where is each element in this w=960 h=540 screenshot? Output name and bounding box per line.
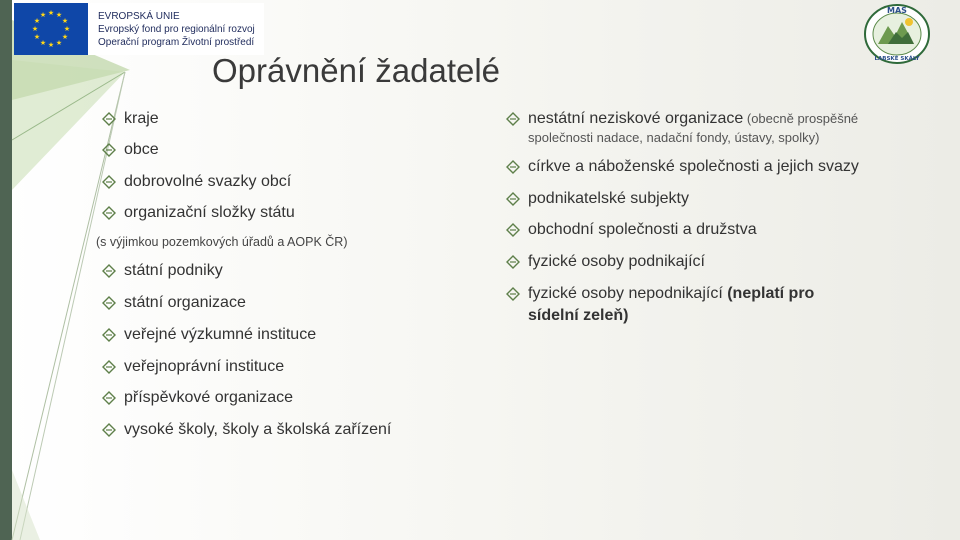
diamond-outline-icon [102, 296, 116, 310]
list-item-text: obce [124, 141, 159, 158]
item-main-text: fyzické osoby nepodnikající [528, 285, 728, 302]
eu-line-1: EVROPSKÁ UNIE [98, 10, 180, 22]
diamond-outline-icon [506, 287, 520, 301]
item-bold-text-line2: sídelní zeleň) [528, 307, 629, 324]
svg-text:★: ★ [63, 25, 71, 33]
diamond-outline-icon [102, 360, 116, 374]
diamond-outline-icon [102, 423, 116, 437]
list-item-text [528, 285, 814, 303]
mas-top-text: MAS [887, 6, 907, 15]
list-item-text: státní podniky [124, 262, 223, 279]
diamond-outline-icon [102, 143, 116, 157]
eu-line-2: Evropský fond pro regionální rozvoj [98, 23, 255, 35]
svg-text:★: ★ [55, 11, 63, 19]
item-sub-text-line2: společnosti nadace, nadační fondy, ústavy, spolky) [528, 130, 820, 145]
diamond-outline-icon [102, 264, 116, 278]
svg-text:★: ★ [33, 17, 41, 25]
item-sub-text: (obecně prospěšné [743, 111, 859, 126]
list-item-text: státní organizace [124, 294, 246, 311]
decorative-stripes [0, 0, 140, 540]
slide-title: Oprávnění žadatelé [212, 52, 501, 89]
list-item-text: příspěvkové organizace [124, 389, 293, 406]
list-item-text: církve a náboženské společnosti a jejich svazy [528, 158, 859, 175]
list-item-text: podnikatelské subjekty [528, 190, 689, 207]
item-main-text: nestátní neziskové organizace [528, 110, 744, 127]
list-item-text: veřejné výzkumné instituce [124, 326, 317, 343]
diamond-outline-icon [506, 112, 520, 126]
diamond-outline-icon [102, 112, 116, 126]
diamond-outline-icon [506, 255, 520, 269]
svg-text:★: ★ [55, 39, 63, 47]
list-item-text: dobrovolné svazky obcí [124, 173, 292, 190]
diamond-outline-icon [102, 328, 116, 342]
diamond-outline-icon [506, 192, 520, 206]
svg-text:★: ★ [39, 11, 47, 19]
diamond-outline-icon [102, 206, 116, 220]
svg-text:★: ★ [47, 9, 55, 17]
diamond-outline-icon [506, 160, 520, 174]
list-item-text: vysoké školy, školy a školská zařízení [124, 421, 392, 438]
mas-bottom-text: LABSKÉ SKÁLY [874, 56, 920, 62]
list-item-text: veřejnoprávní instituce [124, 358, 285, 375]
diamond-outline-icon [102, 175, 116, 189]
item-bold-text: (neplatí pro [727, 285, 815, 302]
eu-logo [14, 3, 264, 55]
list-item-text: kraje [124, 110, 159, 127]
eu-flag-icon [14, 3, 88, 55]
eu-line-3: Operační program Životní prostředí [98, 36, 255, 48]
list-item-text [528, 110, 858, 128]
svg-text:★: ★ [61, 33, 69, 41]
mas-logo-icon [862, 2, 932, 66]
list-item-text: organizační složky státu [124, 204, 295, 221]
list-item-text: obchodní společnosti a družstva [528, 221, 757, 238]
diamond-outline-icon [506, 223, 520, 237]
svg-text:★: ★ [33, 33, 41, 41]
svg-text:★: ★ [39, 39, 47, 47]
diamond-outline-icon [102, 391, 116, 405]
list-item-text: fyzické osoby podnikající [528, 253, 705, 270]
left-note: (s výjimkou pozemkových úřadů a AOPK ČR) [96, 235, 348, 249]
svg-text:★: ★ [61, 17, 69, 25]
svg-text:★: ★ [31, 25, 39, 33]
svg-text:★: ★ [47, 41, 55, 49]
